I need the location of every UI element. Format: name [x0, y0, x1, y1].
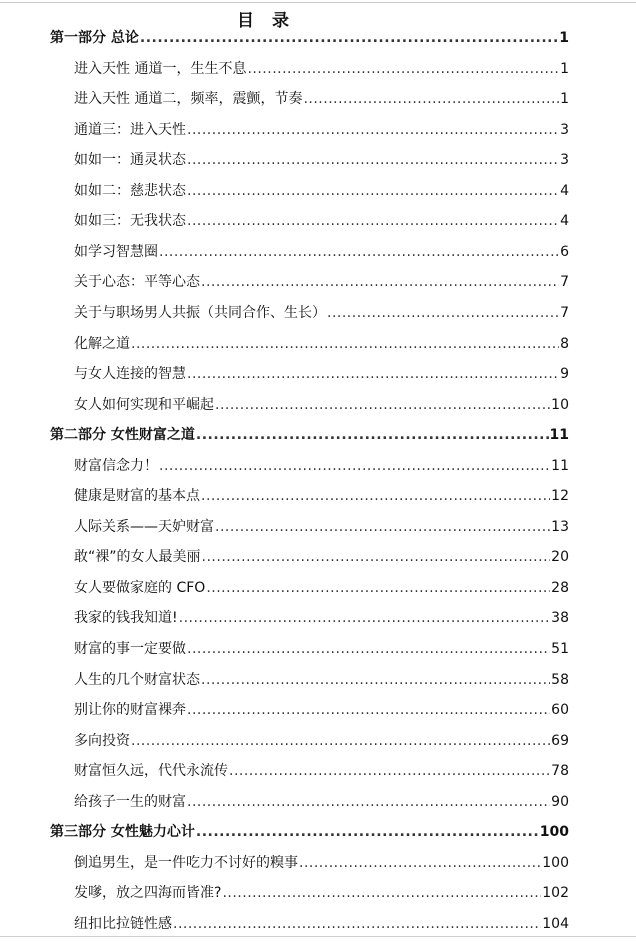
toc-page-number: 7	[560, 304, 569, 321]
toc-entry-title: 财富的事一定要做	[74, 641, 186, 657]
toc-page-number: 4	[560, 213, 569, 230]
toc-page-number: 10	[551, 396, 569, 413]
toc-dot-leader	[196, 824, 539, 840]
toc-chapter-entry[interactable]	[74, 119, 569, 141]
toc-chapter-entry[interactable]	[74, 394, 569, 416]
toc-entry-title: 纽扣比拉链性感	[74, 915, 172, 932]
toc-chapter-entry[interactable]	[74, 88, 569, 110]
toc-chapter-entry[interactable]	[74, 333, 569, 355]
toc-page-number: 3	[560, 121, 569, 138]
toc-dot-leader	[206, 580, 550, 596]
toc-chapter-entry[interactable]	[74, 149, 569, 171]
toc-page-number: 12	[551, 488, 569, 505]
toc-chapter-entry[interactable]	[74, 546, 569, 568]
toc-page-number: 1	[560, 91, 569, 108]
toc-dot-leader	[187, 152, 559, 168]
page-title: 目 录	[237, 11, 295, 31]
toc-dot-leader	[187, 183, 559, 199]
toc-chapter-entry[interactable]	[74, 607, 569, 629]
toc-page-number: 60	[551, 702, 569, 719]
toc-entry-title: 关于心态：平等心态	[74, 274, 200, 291]
toc-page-number: 11	[549, 427, 569, 444]
toc-entry-title: 如如二：慈悲状态	[74, 182, 186, 199]
toc-dot-leader	[131, 336, 559, 352]
toc-page-number: 28	[551, 579, 569, 596]
toc-page-number: 69	[551, 732, 569, 749]
toc-entry-title: 发嗲，放之四海而皆准?	[74, 885, 222, 902]
toc-chapter-entry[interactable]	[74, 241, 569, 263]
toc-chapter-entry[interactable]	[74, 730, 569, 752]
toc-entry-title: 与女人连接的智慧	[74, 366, 186, 383]
toc-entry-title: 第三部分 女性魅力心计	[50, 824, 195, 841]
toc-entry-title: 第二部分 女性财富之道	[50, 427, 195, 444]
toc-page-number: 6	[560, 243, 569, 260]
toc-page-number: 13	[551, 518, 569, 535]
toc-chapter-entry[interactable]	[74, 485, 569, 507]
toc-chapter-entry[interactable]	[74, 852, 569, 874]
toc-entry-title: 通道三：进入天性	[74, 121, 186, 138]
toc-page-number: 58	[551, 671, 569, 688]
toc-entry-title: 我家的钱我知道!	[74, 610, 178, 627]
toc-dot-leader	[131, 733, 550, 749]
toc-entry-title: 如如一：通灵状态	[74, 152, 186, 169]
toc-chapter-entry[interactable]	[74, 58, 569, 80]
bottom-rule	[0, 936, 636, 937]
toc-dot-leader	[140, 30, 558, 46]
toc-dot-leader	[159, 244, 559, 260]
toc-dot-leader	[201, 672, 550, 688]
toc-dot-leader	[187, 702, 550, 718]
toc-chapter-entry[interactable]	[74, 180, 569, 202]
toc-chapter-entry[interactable]	[74, 455, 569, 477]
toc-part-entry[interactable]	[50, 821, 569, 843]
toc-entry-title: 敢“裸”的女人最美丽	[74, 549, 201, 566]
toc-page-number: 20	[551, 549, 569, 566]
toc-chapter-entry[interactable]	[74, 791, 569, 813]
toc-dot-leader	[247, 61, 559, 77]
toc-entry-title: 给孩子一生的财富	[74, 793, 186, 810]
toc-entry-title: 财富信念力！	[74, 457, 158, 474]
toc-page-number: 100	[539, 824, 569, 841]
toc-page-number: 1	[560, 60, 569, 77]
toc-page-number: 9	[560, 366, 569, 383]
toc-page-number: 78	[551, 763, 569, 780]
toc-chapter-entry[interactable]	[74, 210, 569, 232]
toc-page-number: 51	[551, 641, 569, 657]
toc-dot-leader	[303, 91, 559, 107]
toc-dot-leader	[215, 397, 550, 413]
toc-page-number: 38	[551, 610, 569, 627]
toc-chapter-entry[interactable]	[74, 271, 569, 293]
toc-part-entry[interactable]	[50, 27, 569, 49]
toc-page-number: 104	[542, 915, 569, 932]
toc-dot-leader	[201, 274, 559, 290]
toc-entry-title: 如学习智慧圈	[74, 243, 158, 260]
toc-dot-leader	[201, 488, 550, 504]
toc-chapter-entry[interactable]	[74, 577, 569, 599]
toc-page-number: 8	[560, 335, 569, 352]
toc-entry-title: 关于与职场男人共振（共同合作、生长）	[74, 304, 326, 321]
toc-page-number: 102	[542, 885, 569, 902]
toc-dot-leader	[187, 794, 550, 810]
toc-dot-leader	[159, 458, 550, 474]
toc-entry-title: 进入天性 通道二，频率，震颤，节奏	[74, 91, 303, 108]
toc-dot-leader	[173, 916, 541, 932]
toc-chapter-entry[interactable]	[74, 913, 569, 935]
toc-dot-leader	[187, 641, 550, 657]
top-rule	[0, 2, 636, 3]
toc-entry-title: 倒追男生，是一件吃力不讨好的糗事	[74, 854, 298, 871]
toc-entry-title: 人生的几个财富状态	[74, 671, 200, 688]
toc-entry-title: 女人如何实现和平崛起	[74, 396, 214, 413]
toc-dot-leader	[187, 213, 559, 229]
toc-dot-leader	[215, 519, 550, 535]
toc-entry-title: 财富恒久远，代代永流传	[74, 763, 228, 780]
toc-dot-leader	[187, 366, 559, 382]
toc-dot-leader	[327, 305, 559, 321]
toc-page-number: 100	[542, 854, 569, 871]
toc-entry-title: 人际关系——天妒财富	[74, 518, 214, 535]
toc-page-number: 3	[560, 152, 569, 169]
toc-dot-leader	[179, 610, 551, 626]
toc-chapter-entry[interactable]	[74, 363, 569, 385]
toc-chapter-entry[interactable]	[74, 699, 569, 721]
toc-dot-leader	[187, 122, 559, 138]
toc-entry-title: 如如三：无我状态	[74, 213, 186, 230]
toc-page-number: 7	[560, 274, 569, 291]
toc-page-number: 11	[551, 457, 569, 474]
toc-dot-leader	[222, 885, 541, 901]
toc-entry-title: 多向投资	[74, 732, 130, 749]
toc-entry-title: 化解之道	[74, 335, 130, 352]
toc-dot-leader	[229, 763, 550, 779]
toc-chapter-entry[interactable]	[74, 760, 569, 782]
toc-dot-leader	[202, 549, 551, 565]
toc-entry-title: 健康是财富的基本点	[74, 488, 200, 505]
toc-entry-title: 女人要做家庭的 CFO	[74, 579, 206, 596]
toc-entry-title: 第一部分 总论	[50, 30, 139, 46]
toc-dot-leader	[196, 427, 549, 443]
toc-chapter-entry[interactable]	[74, 302, 569, 324]
toc-dot-leader	[299, 855, 541, 871]
toc-chapter-entry[interactable]	[74, 669, 569, 691]
toc-page-number: 90	[551, 793, 569, 810]
toc-part-entry[interactable]	[50, 424, 569, 446]
toc-page-number: 4	[560, 182, 569, 199]
toc-entry-title: 进入天性 通道一，生生不息	[74, 60, 247, 77]
toc-page-number: 1	[559, 30, 569, 46]
toc-chapter-entry[interactable]	[74, 882, 569, 904]
toc-chapter-entry[interactable]	[74, 516, 569, 538]
toc-chapter-entry[interactable]	[74, 638, 569, 660]
toc-entry-title: 别让你的财富裸奔	[74, 702, 186, 719]
